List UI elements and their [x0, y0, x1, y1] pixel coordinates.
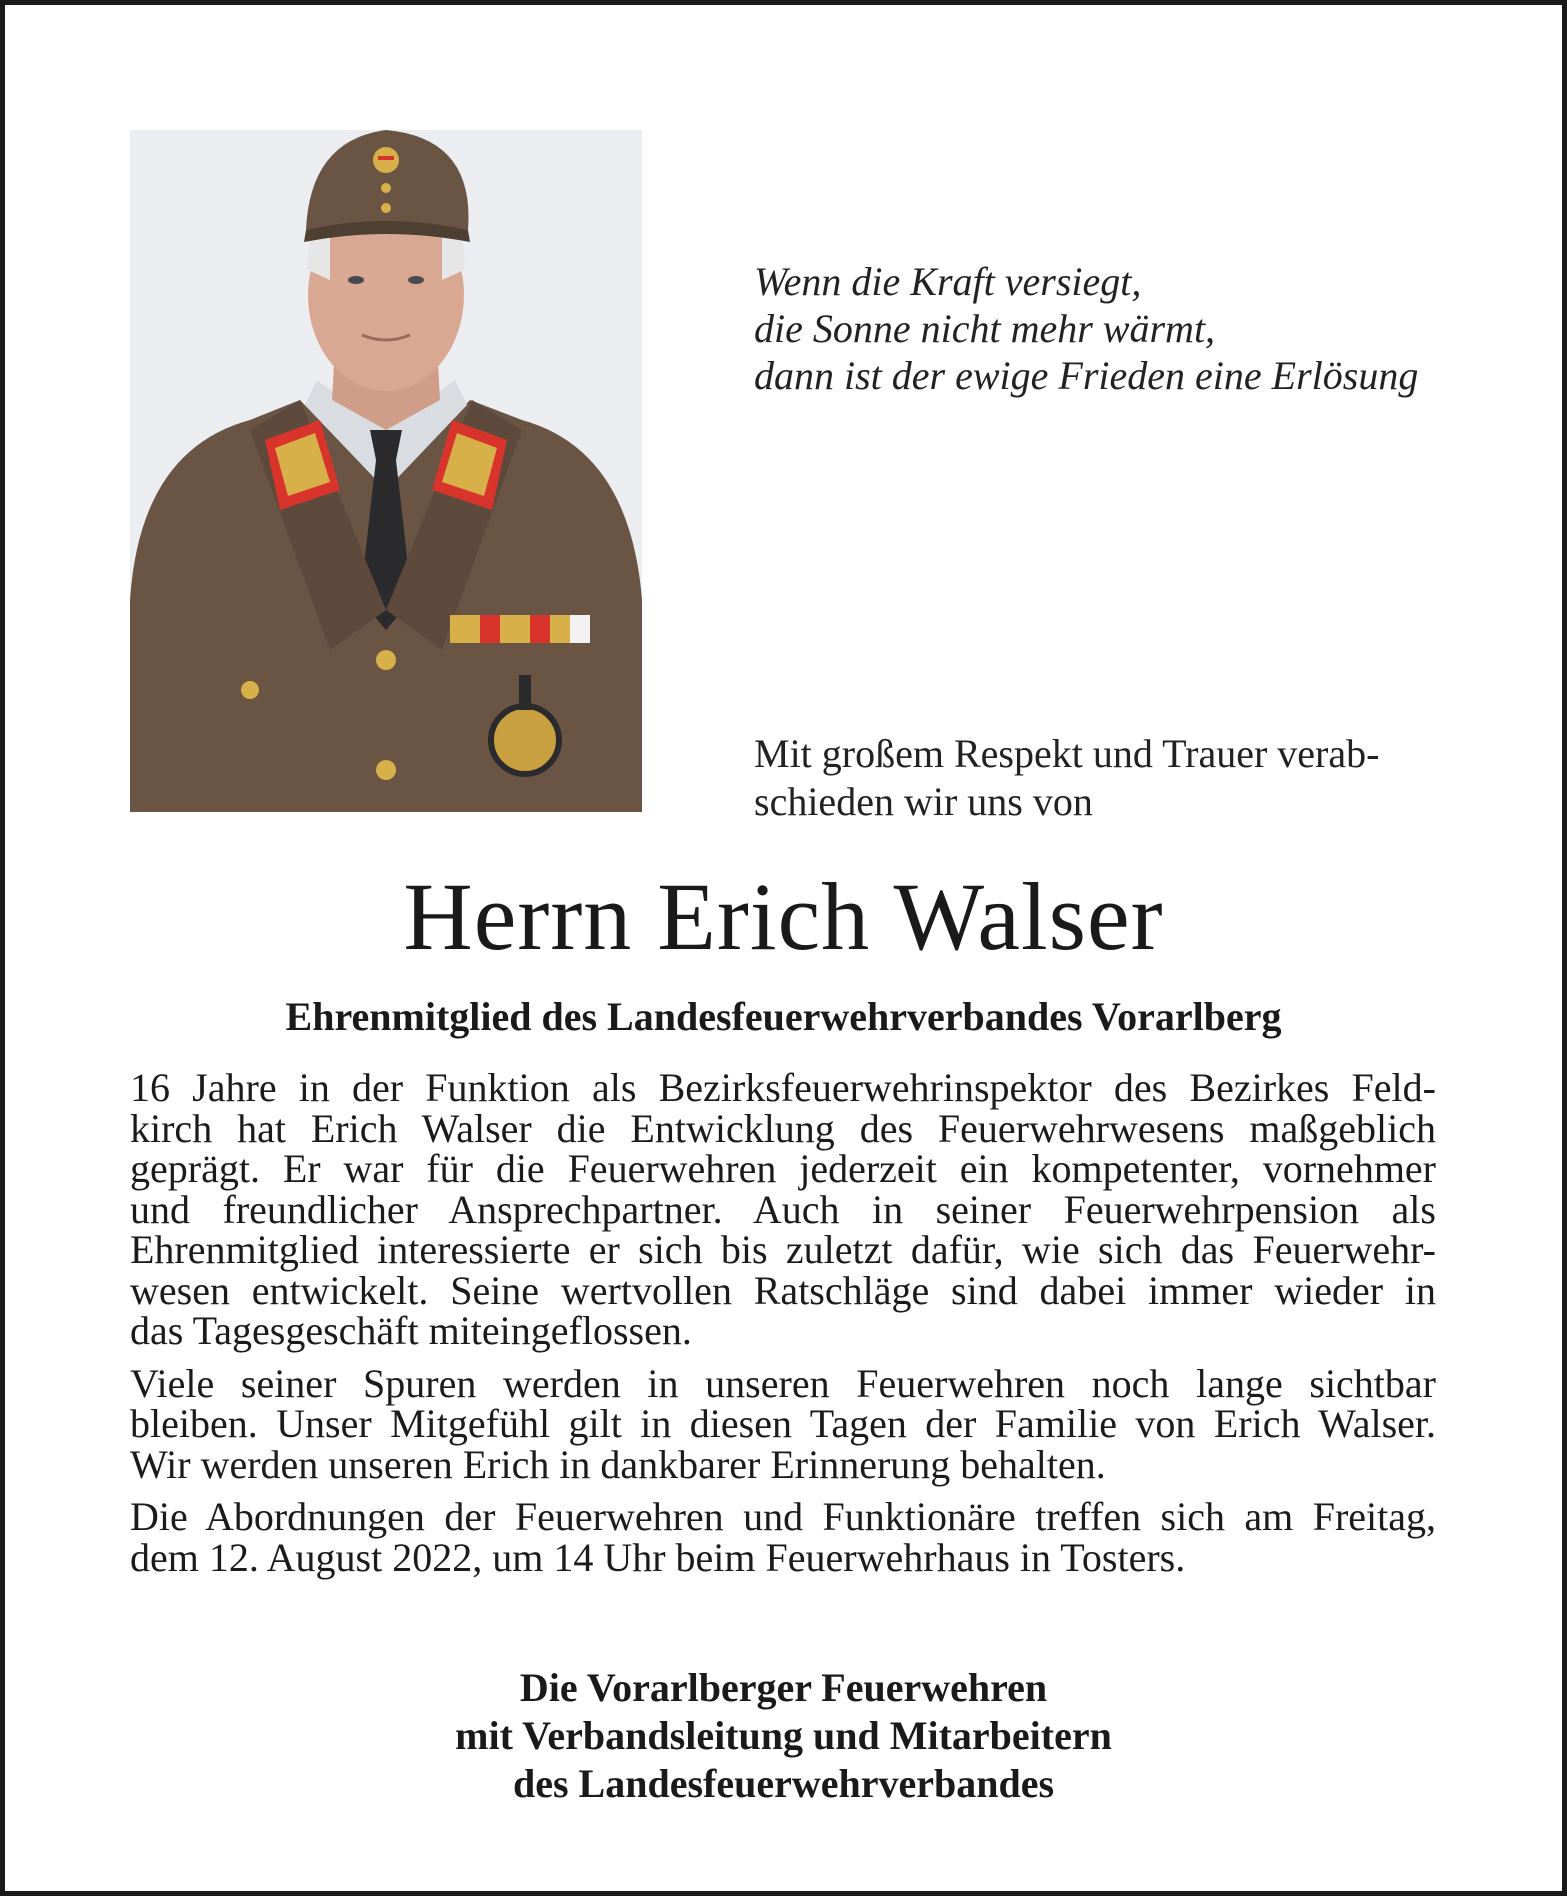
body-line: Wir werden unseren Erich in dankbarer Erinnerung behalten. — [130, 1441, 1106, 1487]
poem-line: dann ist der ewige Frieden eine Erlösung — [754, 353, 1419, 398]
body-line: wesen entwickelt. Seine wertvollen Ratschläge sind dabei immer wieder in — [130, 1267, 1436, 1313]
intro-line: schieden wir uns von — [754, 779, 1093, 824]
obituary-body — [130, 1065, 1436, 1590]
portrait-illustration — [130, 130, 642, 812]
deceased-title: Ehrenmitglied des Landesfeuerwehrverbandes Vorarlberg — [285, 994, 1282, 1039]
poem-line: Wenn die Kraft versiegt, — [754, 259, 1142, 304]
deceased-name: Herrn Erich Walser — [403, 863, 1164, 970]
body-line: geprägt. Er war für die Feuerwehren jederzeit ein kompetenter, vornehmer — [130, 1146, 1436, 1191]
body-line: bleiben. Unser Mitgefühl gilt in diesen Tagen der Familie von Erich Walser. — [130, 1401, 1436, 1446]
body-line: und freundlicher Ansprechpartner. Auch in seiner Feuerwehrpension als — [130, 1186, 1436, 1232]
signature-block — [0, 1664, 1567, 1808]
paragraph — [130, 1494, 1436, 1580]
paragraph — [130, 1360, 1436, 1487]
body-line: Die Abordnungen der Feuerwehren und Funktionäre treffen sich am Freitag, — [130, 1494, 1436, 1539]
body-line: kirch hat Erich Walser die Entwicklung des Feuerwehrwesens maßgeblich — [130, 1105, 1436, 1151]
intro-line: Mit großem Respekt und Trauer verab- — [754, 731, 1380, 776]
body-line: Viele seiner Spuren werden in unseren Feuerwehren noch lange sichtbar — [130, 1360, 1436, 1406]
signature-line: mit Verbandsleitung und Mitarbeitern — [455, 1713, 1112, 1758]
intro-text — [754, 730, 1379, 826]
body-line: 16 Jahre in der Funktion als Bezirksfeuerwehrinspektor des Bezirkes Feld- — [130, 1065, 1436, 1110]
poem-line: die Sonne nicht mehr wärmt, — [754, 306, 1216, 351]
portrait-photo — [130, 130, 642, 812]
body-line: das Tagesgeschäft miteingeflossen. — [130, 1308, 692, 1353]
body-line: Ehrenmitglied interessierte er sich bis zuletzt dafür, wie sich das Feuerwehr- — [130, 1227, 1436, 1272]
poem — [754, 258, 1418, 399]
paragraph — [130, 1065, 1436, 1353]
signature-line: des Landesfeuerwehrverbandes — [512, 1761, 1055, 1806]
signature-line: Die Vorarlberger Feuerwehren — [519, 1665, 1048, 1710]
body-line: dem 12. August 2022, um 14 Uhr beim Feuerwehrhaus in Tosters. — [130, 1534, 1186, 1580]
